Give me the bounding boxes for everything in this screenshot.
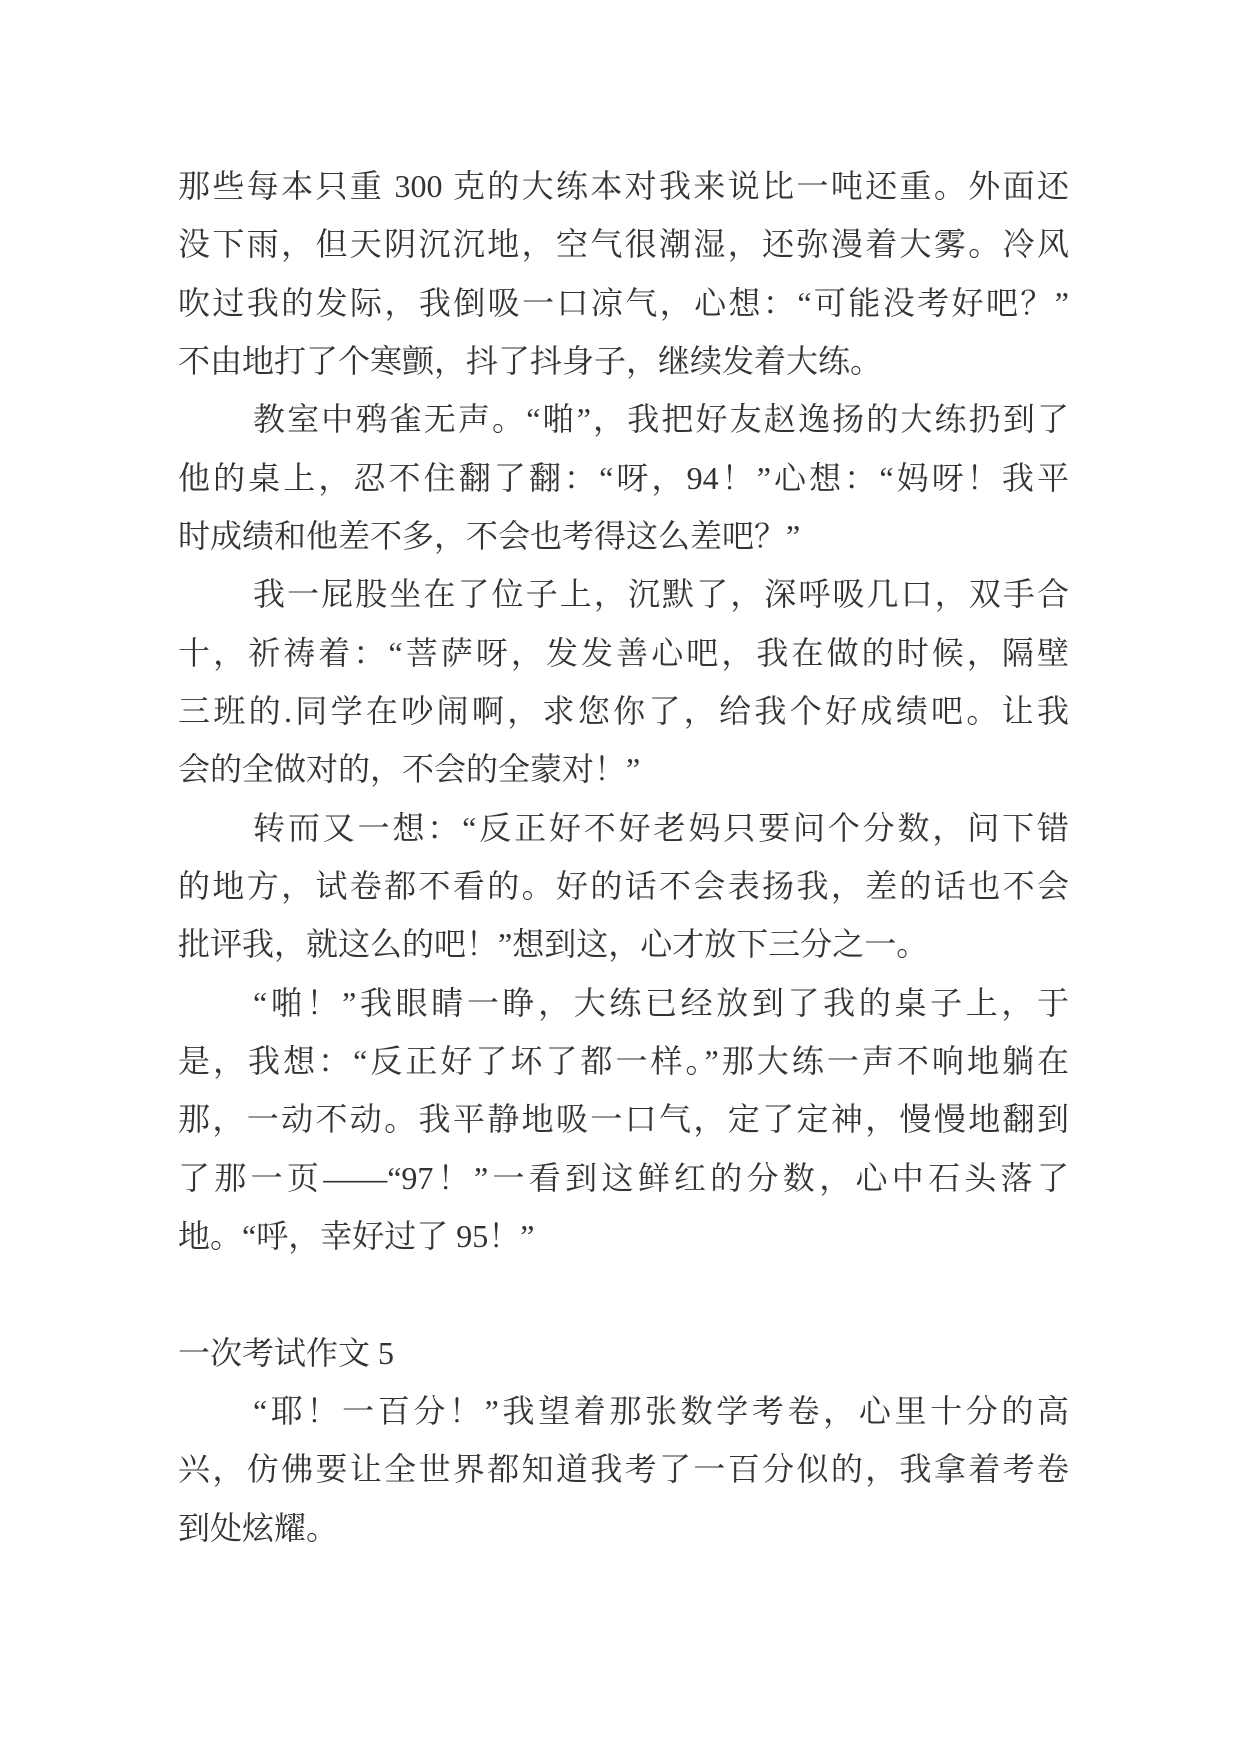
paragraph: [178, 974, 1069, 1266]
paragraph: [178, 799, 1069, 974]
text-line: 会的全做对的，不会的全蒙对！”: [178, 751, 641, 788]
text-line: 他的桌上，忍不住翻了翻：“呀，94！”心想：“妈呀！我平: [178, 459, 1069, 496]
text-line: 兴，仿佛要让全世界都知道我考了一百分似的，我拿着考卷: [178, 1451, 1069, 1488]
text-line: 吹过我的发际，我倒吸一口凉气，心想：“可能没考好吧？”: [178, 284, 1069, 321]
text-line: 时成绩和他差不多，不会也考得这么差吧？”: [178, 517, 801, 554]
text-line: 没下雨，但天阴沉沉地，空气很潮湿，还弥漫着大雾。冷风: [178, 226, 1069, 263]
text-column: [178, 157, 1069, 1557]
text-line: “耶！一百分！”我望着那张数学考卷，心里十分的高: [253, 1392, 1069, 1429]
text-line: 那些每本只重 300 克的大练本对我来说比一吨还重。外面还: [178, 168, 1069, 204]
text-line: 是，我想：“反正好了坏了都一样。”那大练一声不响地躺在: [178, 1042, 1069, 1079]
text-line: 教室中鸦雀无声。“啪”，我把好友赵逸扬的大练扔到了: [253, 401, 1069, 438]
text-line: 三班的.同学在吵闹啊，求您你了，给我个好成绩吧。让我: [178, 692, 1069, 729]
text-line: 到处炫耀。: [178, 1509, 339, 1546]
heading-line: 一次考试作文 5: [178, 1334, 395, 1371]
text-line: 那，一动不动。我平静地吸一口气，定了定神，慢慢地翻到: [178, 1101, 1069, 1138]
text-line: 不由地打了个寒颤，抖了抖身子，继续发着大练。: [178, 342, 883, 379]
text-line: “啪！”我眼睛一睁，大练已经放到了我的桌子上，于: [253, 984, 1069, 1021]
text-line: 地。“呼，幸好过了 95！”: [178, 1217, 535, 1254]
paragraph: [178, 1382, 1069, 1557]
paragraph: [178, 157, 1069, 390]
paragraph: [178, 565, 1069, 798]
blank-line: [178, 1265, 1069, 1323]
text-line: 我一屁股坐在了位子上，沉默了，深呼吸几口，双手合: [253, 576, 1069, 613]
text-line: 转而又一想：“反正好不好老妈只要问个分数，问下错: [253, 809, 1069, 846]
text-line: 的地方，试卷都不看的。好的话不会表扬我，差的话也不会: [178, 867, 1069, 904]
paragraph: [178, 390, 1069, 565]
text-line: 了那一页——“97！”一看到这鲜红的分数，心中石头落了: [178, 1159, 1069, 1196]
section-heading: [178, 1324, 1069, 1382]
text-line: 批评我，就这么的吧！”想到这，心才放下三分之一。: [178, 926, 929, 963]
text-line: 十，祈祷着：“菩萨呀，发发善心吧，我在做的时候，隔壁: [178, 634, 1069, 671]
